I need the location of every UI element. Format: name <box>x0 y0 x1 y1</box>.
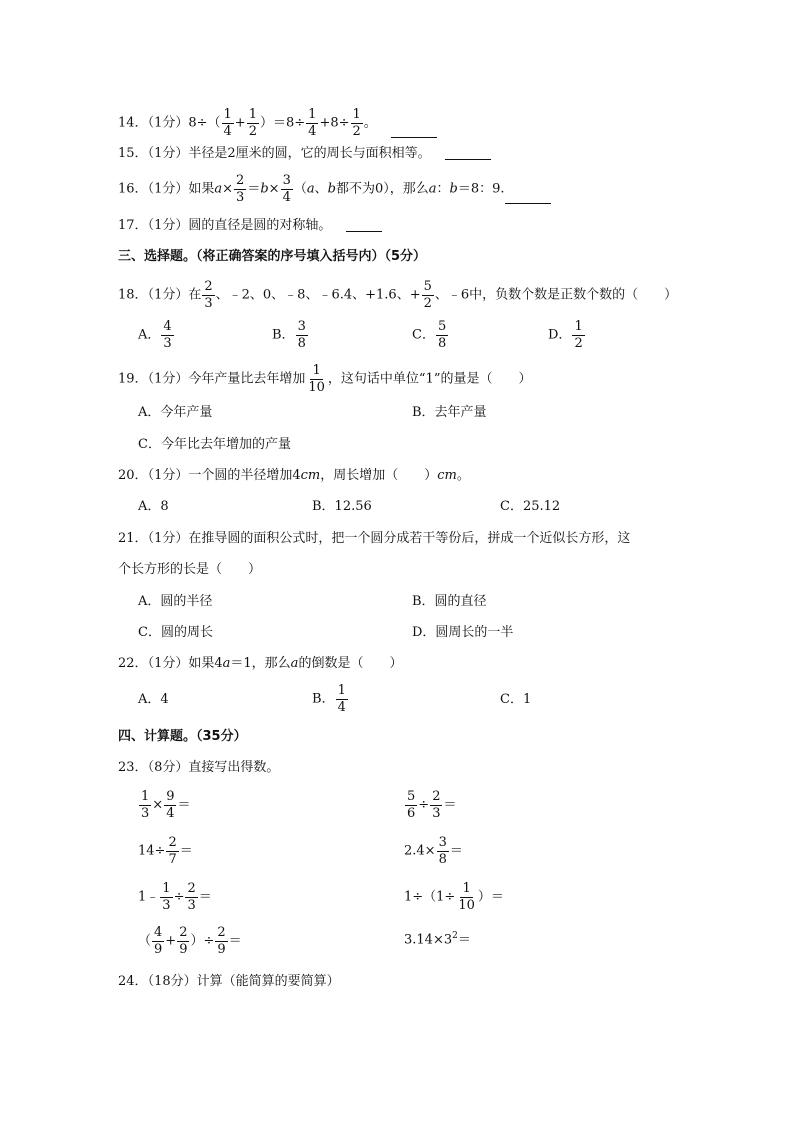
expression-8: $3.14\times 3^2=$ <box>404 931 471 948</box>
fraction: $\frac{1}{10}$ <box>308 363 325 395</box>
fraction: $\frac{2}{9}$ <box>179 925 188 957</box>
question-21: 21．（1分）在推导圆的面积公式时，把一个圆分成若干等份后，拼成一个近似长方形，这 <box>118 531 631 546</box>
option-b[interactable]: B．圆的直径 <box>412 594 487 609</box>
fraction: $\frac{1}{2}$ <box>574 319 583 351</box>
fraction: $\frac{1}{2}$ <box>352 107 361 139</box>
fraction: $\frac{5}{8}$ <box>437 319 447 351</box>
question-number: 14 <box>118 115 135 131</box>
question-19: 19．（1分）今年产量比去年增加 $\frac{1}{10}$ ，这句话中单位“1”的量是（ ） <box>118 363 532 395</box>
expression-7: （ $\frac{4}{9}$ + $\frac{2}{9}$ ）÷ $\frac{2}{9}$ ＝ <box>138 925 242 957</box>
fraction: $\frac{2}{3}$ <box>432 789 441 821</box>
expression-5: 1﹣ $\frac{1}{3}$ ÷ $\frac{2}{3}$ ＝ <box>138 881 212 913</box>
section-heading-choice: 三、选择题。（将正确答案的序号填入括号内）（5分） <box>118 249 427 264</box>
option-d[interactable]: D． $\frac{1}{2}$ <box>548 319 583 351</box>
fraction: $\frac{2}{7}$ <box>168 835 177 867</box>
expression-4: 2.4× $\frac{3}{8}$ ＝ <box>404 835 463 867</box>
fraction: $\frac{3}{8}$ <box>297 319 306 351</box>
expression-1: $\frac{1}{3}$ × $\frac{9}{4}$ ＝ <box>141 789 191 821</box>
option-b[interactable]: B． $\frac{3}{8}$ <box>272 319 306 351</box>
option-c[interactable]: C． $\frac{5}{8}$ <box>412 319 447 351</box>
expression-2: $\frac{5}{6}$ ÷ $\frac{2}{3}$ ＝ <box>407 789 457 821</box>
fraction: $\frac{3}{8}$ <box>438 835 447 867</box>
option-b[interactable]: B． $\frac{1}{4}$ <box>312 683 346 715</box>
option-b[interactable]: B．12.56 <box>312 499 372 514</box>
fraction: $\frac{2}{3}$ <box>236 173 245 205</box>
option-a[interactable]: A． $\frac{4}{3}$ <box>138 319 172 351</box>
option-a[interactable]: A．圆的半径 <box>138 594 213 609</box>
fraction: $\frac{2}{3}$ <box>204 279 213 311</box>
section-heading-calculation: 四、计算题。（35分） <box>118 729 247 744</box>
question-16: 16．（1分）如果a× $\frac{2}{3}$ ＝b× $\frac{3}{4}$ （a、b都不为0），那么a：b＝8：9. <box>118 174 551 204</box>
fraction: $\frac{1}{10}$ <box>458 881 475 913</box>
answer-blank[interactable] <box>505 191 551 204</box>
fraction: $\frac{2}{9}$ <box>217 925 226 957</box>
option-b[interactable]: B．去年产量 <box>412 405 487 420</box>
fraction: $\frac{1}{2}$ <box>248 107 257 139</box>
question-22: 22．（1分）如果4a＝1，那么a的倒数是（ ） <box>118 656 403 671</box>
option-a[interactable]: A．4 <box>138 692 169 707</box>
fraction: $\frac{2}{3}$ <box>187 881 196 913</box>
question-21-continued: 个长方形的长是（ ） <box>118 562 262 577</box>
question-14: 14．（1分）8÷（ $\frac{1}{4}$ + $\frac{1}{2}$ ）＝8÷ $\frac{1}{4}$ +8÷ $\frac{1}{2}$ 。 <box>118 108 437 138</box>
fraction: $\frac{4}{3}$ <box>163 319 172 351</box>
expression-3: 14÷ $\frac{2}{7}$ ＝ <box>138 835 193 867</box>
option-c[interactable]: C．今年比去年增加的产量 <box>138 437 291 452</box>
question-20: 20．（1分）一个圆的半径增加4cm，周长增加（ ）cm。 <box>118 468 470 483</box>
fraction: $\frac{5}{2}$ <box>423 279 432 311</box>
question-17: 17．（1分）圆的直径是圆的对称轴。 <box>118 219 382 232</box>
fraction: $\frac{1}{3}$ <box>162 881 171 913</box>
option-d[interactable]: D．圆周长的一半 <box>412 625 514 640</box>
fraction: $\frac{1}{4}$ <box>308 107 317 139</box>
fraction: $\frac{1}{4}$ <box>337 683 346 715</box>
fraction: $\frac{1}{3}$ <box>141 789 150 821</box>
option-a[interactable]: A．今年产量 <box>138 405 213 420</box>
fraction: $\frac{4}{9}$ <box>154 925 163 957</box>
option-c[interactable]: C．25.12 <box>500 499 561 514</box>
answer-blank[interactable] <box>445 147 491 160</box>
option-c[interactable]: C．1 <box>500 692 532 707</box>
fraction: $\frac{3}{4}$ <box>282 173 291 205</box>
answer-blank[interactable] <box>391 125 437 138</box>
question-18: 18．（1分）在 $\frac{2}{3}$ 、﹣2、0、﹣8、﹣6.4、+1.6、+ $\frac{5}{2}$ 、﹣6中，负数个数是正数个数的（ ） <box>118 279 678 311</box>
fraction: $\frac{9}{4}$ <box>166 789 175 821</box>
fraction: $\frac{1}{4}$ <box>223 107 232 139</box>
question-15: 15．（1分）半径是2厘米的圆，它的周长与面积相等。 <box>118 147 491 160</box>
option-a[interactable]: A．8 <box>138 499 169 514</box>
question-24: 24．（18分）计算（能简算的要简算） <box>118 974 340 989</box>
answer-blank[interactable] <box>346 219 382 232</box>
fraction: $\frac{5}{6}$ <box>407 789 416 821</box>
score: （1分） <box>147 115 189 131</box>
option-c[interactable]: C．圆的周长 <box>138 625 213 640</box>
expression-6: 1÷（1÷ $\frac{1}{10}$ ）＝ <box>404 881 504 913</box>
question-23: 23．（8分）直接写出得数。 <box>118 760 280 775</box>
